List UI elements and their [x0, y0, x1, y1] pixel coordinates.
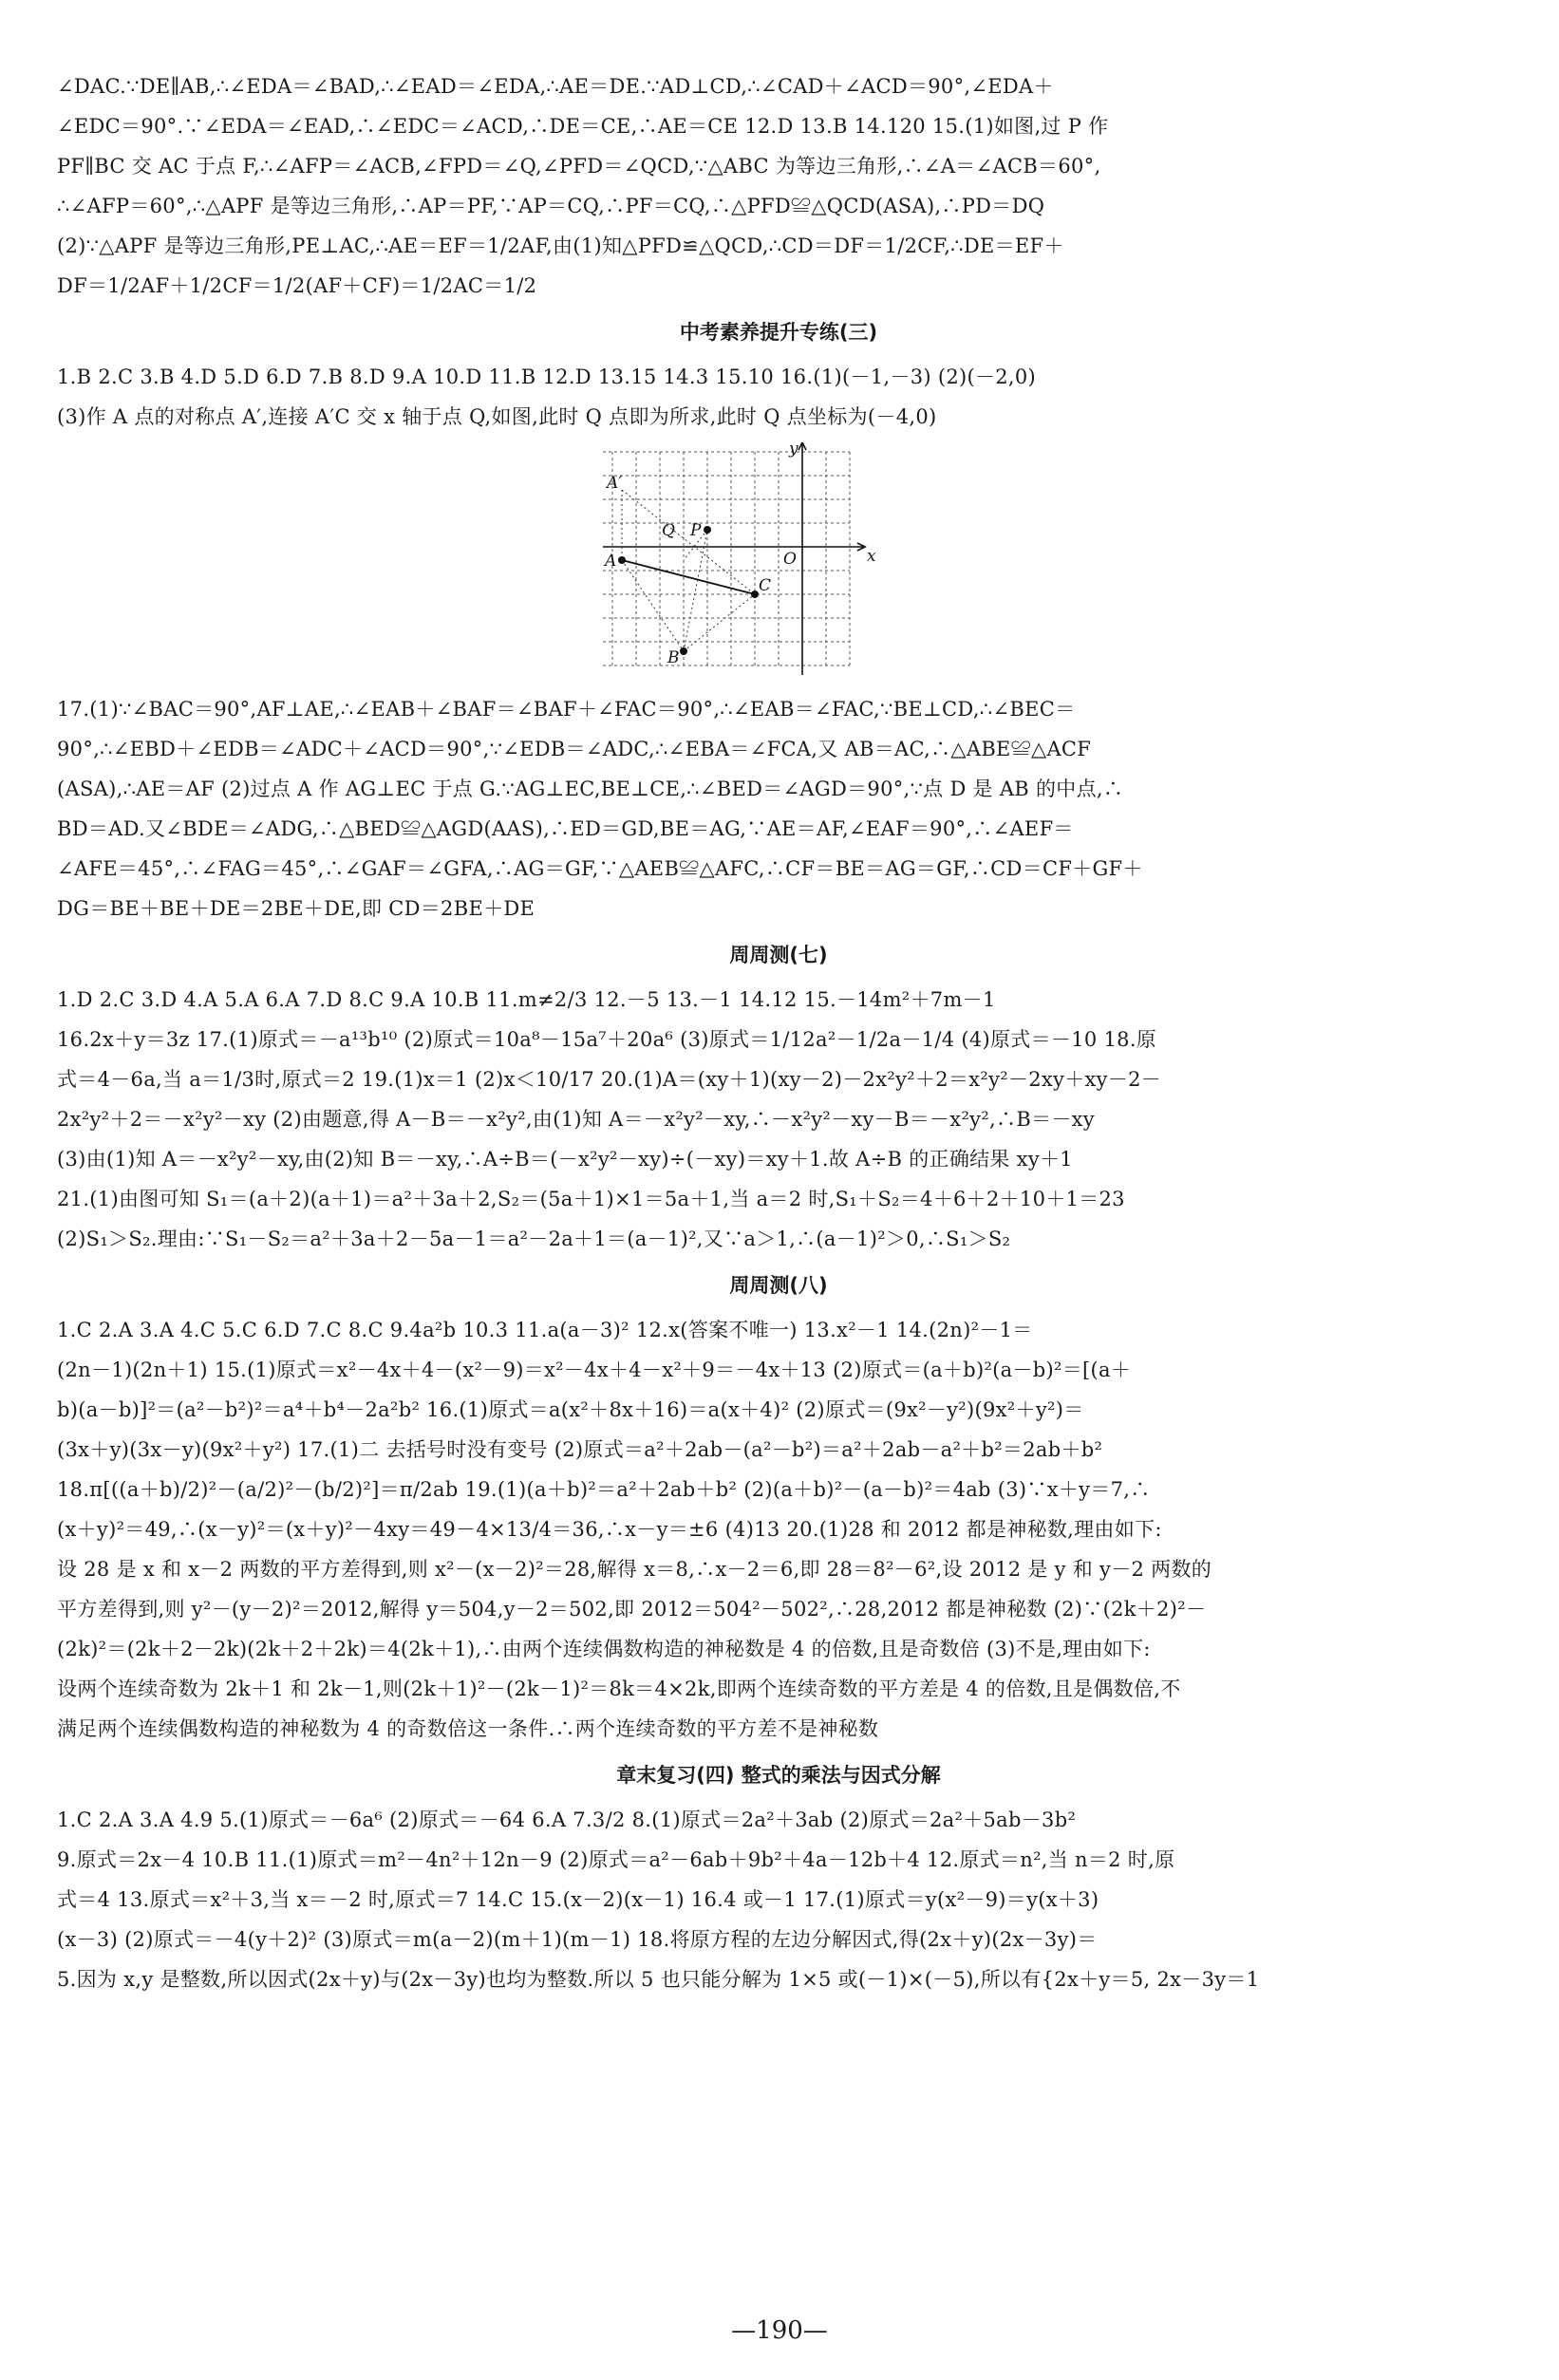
text-line: 9.原式＝2x－4 10.B 11.(1)原式＝m²－4n²＋12n－9 (2)原式＝a²－6ab＋9b²＋4a－12b＋4 12.原式＝n²,当 n＝2 时,原 — [57, 1848, 1175, 1871]
text-line: 设两个连续奇数为 2k＋1 和 2k－1,则(2k＋1)²－(2k－1)²＝8k＝4×2k,即两个连续奇数的平方差是 4 的倍数,且是偶数倍,不 — [57, 1677, 1181, 1700]
label-Q: Q — [662, 521, 675, 540]
text-line: (x＋y)²＝49,∴(x－y)²＝(x＋y)²－4xy＝49－4×13/4＝36,∴x－y＝±6 (4)13 20.(1)28 和 2012 都是神秘数,理由如下: — [57, 1518, 1162, 1541]
section-title: 中考素养提升专练(三) — [679, 321, 878, 344]
label-A-prime: A′ — [607, 474, 623, 493]
text-line: ∴∠AFP＝60°,∴△APF 是等边三角形,∴AP＝PF,∵AP＝CQ,∴PF＝CQ,∴△PFD≌△QCD(ASA),∴PD＝DQ — [57, 195, 1045, 217]
text-line: (3)由(1)知 A＝－x²y²－xy,由(2)知 B＝－xy,∴A÷B＝(－x²y²－xy)÷(－xy)＝xy＋1.故 A÷B 的正确结果 xy＋1 — [57, 1148, 1073, 1171]
grid-lines — [603, 452, 850, 665]
text-line: (3x＋y)(3x－y)(9x²＋y²) 17.(1)二 去括号时没有变号 (2)原式＝a²＋2ab－(a²－b²)＝a²＋2ab－a²＋b²＝2ab＋b² — [57, 1438, 1103, 1461]
text-line: DG＝BE＋BE＋DE＝2BE＋DE,即 CD＝2BE＋DE — [57, 897, 535, 920]
text-line: (2n－1)(2n＋1) 15.(1)原式＝x²－4x＋4－(x²－9)＝x²－4x＋4－x²＋9＝－4x＋13 (2)原式＝(a＋b)²(a－b)²＝[(a＋ — [57, 1359, 1132, 1381]
text-line: (2)∵△APF 是等边三角形,PE⊥AC,∴AE＝EF＝1/2AF,由(1)知△PFD≌△QCD,∴CD＝DF＝1/2CF,∴DE＝EF＋ — [57, 234, 1064, 257]
label-O: O — [783, 550, 797, 569]
text-line: (3)作 A 点的对称点 A′,连接 A′C 交 x 轴于点 Q,如图,此时 Q 点即为所求,此时 Q 点坐标为(－4,0) — [57, 405, 937, 428]
page-number: —190— — [731, 2316, 828, 2345]
text-line: 18.π[((a＋b)/2)²－(a/2)²－(b/2)²]＝π/2ab 19.(1)(a＋b)²＝a²＋2ab＋b² (2)(a＋b)²－(a－b)²＝4ab (3)∵x＋y＝7,∴ — [57, 1478, 1151, 1501]
text-line: 式＝4－6a,当 a＝1/3时,原式＝2 19.(1)x＝1 (2)x＜10/17 20.(1)A＝(xy＋1)(xy－2)－2x²y²＋2＝x²y²－2xy＋xy－2－ — [57, 1068, 1162, 1091]
label-C: C — [759, 576, 772, 595]
top-block — [57, 66, 1500, 306]
coordinate-figure — [57, 442, 1500, 680]
text-line: (2k)²＝(2k＋2－2k)(2k＋2＋2k)＝4(2k＋1),∴由两个连续偶数构造的神秘数是 4 的倍数,且是奇数倍 (3)不是,理由如下: — [57, 1638, 1151, 1660]
text-line: ∠EDC＝90°.∵∠EDA＝∠EAD,∴∠EDC＝∠ACD,∴DE＝CE,∴AE＝CE 12.D 13.B 14.120 15.(1)如图,过 P 作 — [57, 115, 1109, 138]
text-line: (2)S₁＞S₂.理由:∵S₁－S₂＝a²＋3a＋2－5a－1＝a²－2a＋1＝(a－1)²,又∵a＞1,∴(a－1)²＞0,∴S₁＞S₂ — [57, 1227, 1011, 1250]
answer-page — [57, 66, 1500, 1999]
labels — [603, 442, 876, 667]
text-line: 2x²y²＋2＝－x²y²－xy (2)由题意,得 A－B＝－x²y²,由(1)知 A＝－x²y²－xy,∴－x²y²－xy－B＝－x²y²,∴B＝－xy — [57, 1108, 1095, 1131]
text-line: 1.B 2.C 3.B 4.D 5.D 6.D 7.B 8.D 9.A 10.D 11.B 12.D 13.15 14.3 15.10 16.(1)(－1,－3) (2)(－2,0) — [57, 365, 1037, 388]
grid-diagram — [603, 442, 888, 680]
section-title: 周周测(八) — [729, 1274, 828, 1297]
text-line: 1.C 2.A 3.A 4.9 5.(1)原式＝－6a⁶ (2)原式＝－64 6.A 7.3/2 8.(1)原式＝2a²＋3ab (2)原式＝2a²＋5ab－3b² — [57, 1808, 1077, 1831]
text-line: b)(a－b)]²＝(a²－b²)²＝a⁴＋b⁴－2a²b² 16.(1)原式＝a(x²＋8x＋16)＝a(x＋4)² (2)原式＝(9x²－y²)(9x²＋y²)＝ — [57, 1398, 1084, 1421]
text-line: 式＝4 13.原式＝x²＋3,当 x＝－2 时,原式＝7 14.C 15.(x－2)(x－1) 16.4 或－1 17.(1)原式＝y(x²－9)＝y(x＋3) — [57, 1888, 1099, 1911]
text-line: 1.C 2.A 3.A 4.C 5.C 6.D 7.C 8.C 9.4a²b 10.3 11.a(a－3)² 12.x(答案不唯一) 13.x²－1 14.(2n)²－1＝ — [57, 1319, 1033, 1341]
text-line: DF＝1/2AF＋1/2CF＝1/2(AF＋CF)＝1/2AC＝1/2 — [57, 274, 537, 297]
text-line: (ASA),∴AE＝AF (2)过点 A 作 AG⊥EC 于点 G.∵AG⊥EC,BE⊥CE,∴∠BED＝∠AGD＝90°,∵点 D 是 AB 的中点,∴ — [57, 778, 1124, 800]
label-A: A — [605, 552, 617, 571]
text-line: 17.(1)∵∠BAC＝90°,AF⊥AE,∴∠EAB＋∠BAF＝∠BAF＋∠FAC＝90°,∴∠EAB＝∠FAC,∵BE⊥CD,∴∠BEC＝ — [57, 698, 1076, 721]
label-B: B — [667, 648, 680, 667]
text-line: BD＝AD.又∠BDE＝∠ADG,∴△BED≌△AGD(AAS),∴ED＝GD,BE＝AG,∵AE＝AF,∠EAF＝90°,∴∠AEF＝ — [57, 817, 1074, 840]
text-line: PF∥BC 交 AC 于点 F,∴∠AFP＝∠ACB,∠FPD＝∠Q,∠PFD＝∠QCD,∵△ABC 为等边三角形,∴∠A＝∠ACB＝60°, — [57, 155, 1101, 178]
text-line: 满足两个连续偶数构造的神秘数为 4 的奇数倍这一条件.∴两个连续奇数的平方差不是神秘数 — [57, 1717, 879, 1740]
segment-AC — [622, 560, 755, 594]
text-line: 平方差得到,则 y²－(y－2)²＝2012,解得 y＝504,y－2＝502,即 2012＝504²－502²,∴28,2012 都是神秘数 (2)∵(2k＋2)²－ — [57, 1598, 1207, 1621]
text-line: 21.(1)由图可知 S₁＝(a＋2)(a＋1)＝a²＋3a＋2,S₂＝(5a＋1)×1＝5a＋1,当 a＝2 时,S₁＋S₂＝4＋6＋2＋10＋1＝23 — [57, 1188, 1125, 1210]
text-line: ∠AFE＝45°,∴∠FAG＝45°,∴∠GAF＝∠GFA,∴AG＝GF,∵△AEB≌△AFC,∴CF＝BE＝AG＝GF,∴CD＝CF＋GF＋ — [57, 857, 1143, 880]
text-line: (x－3) (2)原式＝－4(y＋2)² (3)原式＝m(a－2)(m＋1)(m－1) 18.将原方程的左边分解因式,得(2x＋y)(2x－3y)＝ — [57, 1928, 1098, 1951]
section-title: 周周测(七) — [729, 944, 828, 966]
text-line: 16.2x＋y＝3z 17.(1)原式＝－a¹³b¹⁰ (2)原式＝10a⁸－15a⁷＋20a⁶ (3)原式＝1/12a²－1/2a－1/4 (4)原式＝－10 18.原 — [57, 1028, 1157, 1051]
text-line: 5.因为 x,y 是整数,所以因式(2x＋y)与(2x－3y)也均为整数.所以 5 也只能分解为 1×5 或(－1)×(－5),所以有{2x＋y＝5, 2x－3y＝1 — [57, 1968, 1260, 1991]
text-line: ∠DAC.∵DE∥AB,∴∠EDA＝∠BAD,∴∠EAD＝∠EDA,∴AE＝DE.∵AD⊥CD,∴∠CAD＋∠ACD＝90°,∠EDA＋ — [57, 75, 1054, 98]
text-line: 90°,∴∠EBD＋∠EDB＝∠ADC＋∠ACD＝90°,∵∠EDB＝∠ADC,∴∠EBA＝∠FCA,又 AB＝AC,∴△ABE≌△ACF — [57, 738, 1092, 760]
text-line: 1.D 2.C 3.D 4.A 5.A 6.A 7.D 8.C 9.A 10.B 11.m≠2/3 12.－5 13.－1 14.12 15.－14m²＋7m－1 — [57, 988, 996, 1011]
text-line: 设 28 是 x 和 x－2 两数的平方差得到,则 x²－(x－2)²＝28,解得 x＝8,∴x－2＝6,即 28＝8²－6²,设 2012 是 y 和 y－2 两数的 — [57, 1558, 1212, 1581]
section-title: 章末复习(四) 整式的乘法与因式分解 — [616, 1764, 941, 1787]
label-P: P — [690, 521, 702, 540]
label-y: y — [789, 442, 798, 459]
label-x: x — [867, 547, 876, 566]
